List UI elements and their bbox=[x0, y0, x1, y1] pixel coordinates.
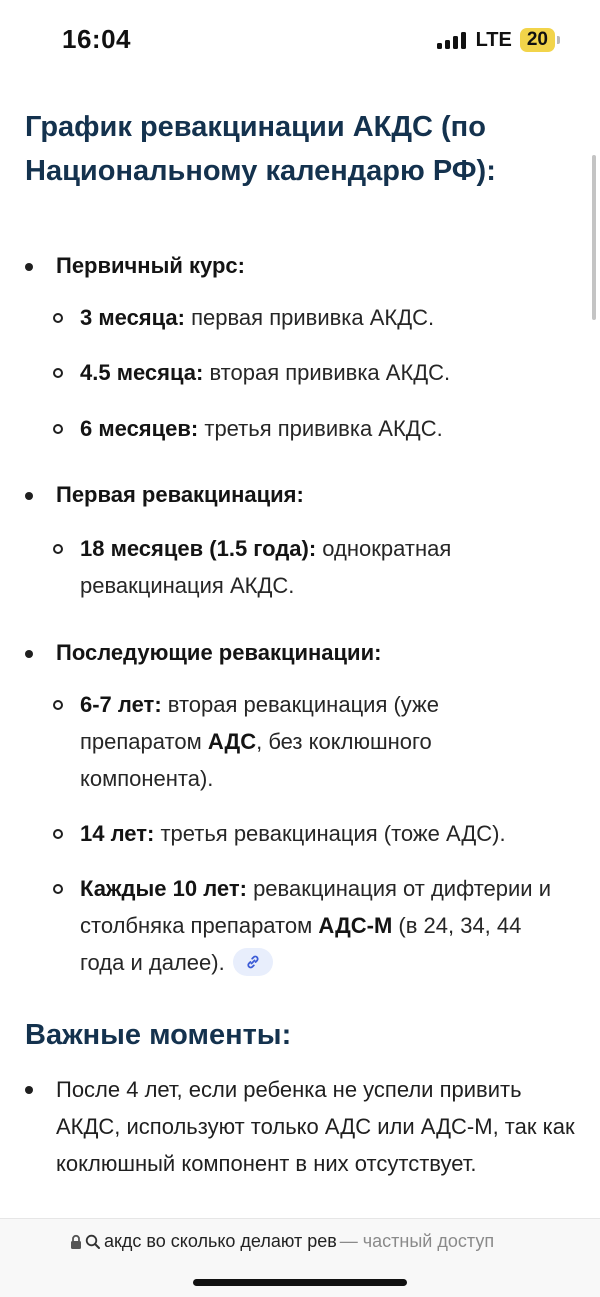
status-time: 16:04 bbox=[62, 24, 131, 54]
list-item bbox=[80, 410, 560, 447]
home-indicator[interactable] bbox=[193, 1279, 407, 1286]
list-item bbox=[80, 686, 510, 797]
bullet bbox=[25, 492, 33, 500]
browser-address-bar[interactable] bbox=[0, 1218, 600, 1297]
signal-icon bbox=[437, 31, 466, 49]
list-item bbox=[80, 530, 520, 604]
item-term: Каждые 10 лет: bbox=[80, 876, 247, 901]
item-emphasis: АДС bbox=[207, 729, 257, 754]
sub-bullet bbox=[53, 424, 63, 434]
article-title: График ревакцинации АКДС (по Национальному календарю РФ): bbox=[25, 111, 496, 187]
sub-bullet bbox=[53, 829, 63, 839]
status-bar bbox=[0, 0, 600, 80]
section-heading: Первая ревакцинация: bbox=[56, 482, 304, 507]
sub-bullet bbox=[53, 368, 63, 378]
address-field[interactable] bbox=[70, 1231, 550, 1252]
sub-bullet bbox=[53, 700, 63, 710]
status-indicators bbox=[437, 28, 560, 52]
item-text: вторая прививка АКДС. bbox=[203, 360, 451, 385]
item-emphasis: АДС-М bbox=[318, 913, 393, 938]
bullet bbox=[25, 263, 33, 271]
item-text: После 4 лет, если ребенка не успели привить АКДС, используют только АДС или АДС-М, так как коклюшный компонент в них отсутствует. bbox=[56, 1077, 575, 1176]
list-item bbox=[56, 635, 381, 671]
list-item bbox=[56, 1071, 576, 1182]
item-term: 3 месяца: bbox=[80, 305, 185, 330]
section-heading: Последующие ревакцинации: bbox=[56, 640, 382, 665]
item-term: 4.5 месяца: bbox=[80, 360, 204, 385]
item-term: 6 месяцев: bbox=[80, 416, 199, 441]
item-text: однократная ревакцинация АКДС. bbox=[80, 536, 452, 598]
list-item bbox=[80, 299, 560, 336]
private-mode-label: — частный доступ bbox=[339, 1231, 495, 1251]
source-link-button[interactable] bbox=[233, 948, 273, 976]
section-heading: Первичный курс: bbox=[56, 253, 245, 278]
item-text: третья прививка АКДС. bbox=[198, 416, 443, 441]
item-text: первая прививка АКДС. bbox=[185, 305, 435, 330]
list-item bbox=[80, 354, 560, 391]
lock-icon bbox=[70, 1234, 82, 1250]
item-term: 6-7 лет: bbox=[80, 692, 162, 717]
item-term: 18 месяцев (1.5 года): bbox=[80, 536, 317, 561]
battery-icon bbox=[520, 28, 560, 52]
list-item bbox=[80, 815, 580, 852]
item-text-tail: (в 24, 34, 44 года и далее). bbox=[80, 913, 522, 975]
list-item bbox=[56, 248, 245, 284]
bullet bbox=[25, 650, 33, 658]
item-text-tail: , без коклюшного компонента). bbox=[80, 729, 432, 791]
sub-bullet bbox=[53, 544, 63, 554]
bullet bbox=[25, 1086, 33, 1094]
item-text: третья ревакцинация (тоже АДС). bbox=[154, 821, 506, 846]
sub-bullet bbox=[53, 313, 63, 323]
section-title: Важные моменты: bbox=[25, 1019, 292, 1051]
item-text: ревакцинация от дифтерии и столбняка препаратом bbox=[80, 876, 551, 938]
item-text: вторая ревакцинация (уже препаратом bbox=[80, 692, 440, 754]
network-label: LTE bbox=[475, 28, 512, 51]
search-icon bbox=[85, 1234, 101, 1250]
list-item bbox=[56, 477, 304, 513]
search-query: акдс во сколько делают рев bbox=[104, 1231, 337, 1251]
item-term: 14 лет: bbox=[80, 821, 155, 846]
list-item bbox=[80, 870, 568, 981]
sub-bullet bbox=[53, 884, 63, 894]
battery-level: 20 bbox=[520, 28, 555, 52]
scroll-indicator[interactable] bbox=[592, 155, 596, 320]
link-icon bbox=[245, 954, 261, 970]
